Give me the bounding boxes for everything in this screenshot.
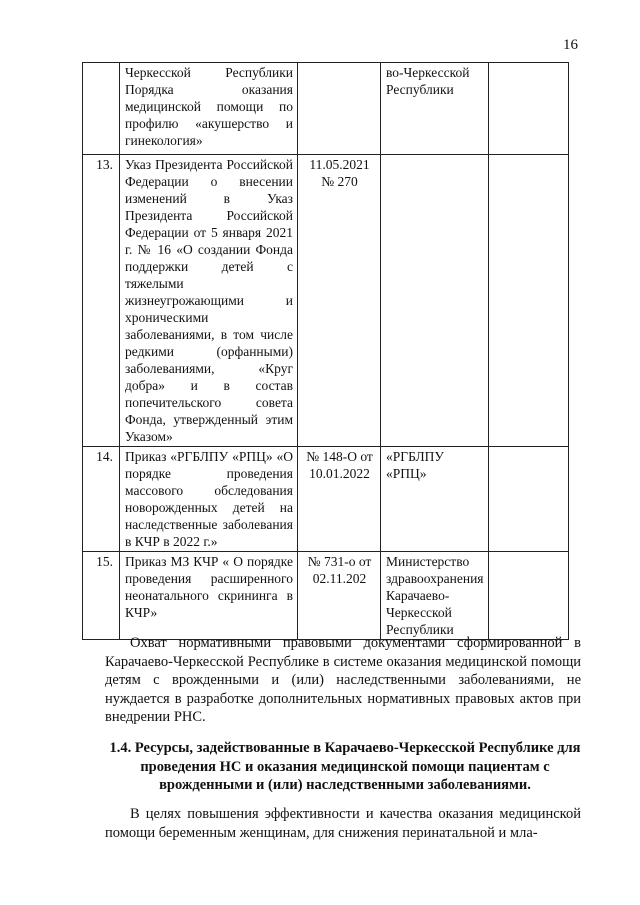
regulatory-documents-table [82,62,569,640]
table-row [83,63,569,155]
responsible-org [381,155,489,447]
document-date: № 731-о от 02.11.202 [298,552,381,640]
responsible-org: «РГБЛПУ «РПЦ» [381,447,489,552]
row-number: 14. [83,447,120,552]
document-date: 11.05.2021 № 270 [298,155,381,447]
section-heading: 1.4. Ресурсы, задействованные в Карачаево-Черкесской Республике для проведения НС и оказания медицинской помощи пациентам с врожденными и (или) наследственными заболеваниями. [109,740,581,793]
table-row [83,552,569,640]
document-date [298,63,381,155]
empty-cell [488,155,568,447]
resources-paragraph [105,805,581,842]
document-title: Указ Президента Российской Федерации о внесении изменений в Указ Президента Российской Федерации от 5 января 2021 г. № 16 «О создании Фонда поддержки детей с тяжелыми жизнеугрожающими и хроническими заболеваниями, в том числе редкими (орфанными) заболеваниями, «Круг добра» и в состав попечительского совета Фонда, утвержденный этим Указом» [120,155,298,447]
empty-cell [488,447,568,552]
responsible-org: Министерство здравоохранения Карачаево-Черкесской Республики [381,552,489,640]
table-row [83,155,569,447]
coverage-paragraph-text: Охват нормативными правовыми документами сформированной в Карачаево-Черкесской Республике в системе оказания медицинской помощи детям с врожденными и (или) наследственными заболеваниями, не нуждается в разработке дополнительных нормативных правовых актов при внедрении РНС. [105,635,581,725]
table-row [83,447,569,552]
row-number [83,63,120,155]
document-title: Приказ МЗ КЧР « О порядке проведения расширенного неонатального скрининга в КЧР» [120,552,298,640]
page-number: 16 [563,37,578,53]
coverage-paragraph [105,634,581,727]
document-title: Черкесской Республики Порядка оказания медицинской помощи по профилю «акушерство и гинекология» [120,63,298,155]
row-number: 15. [83,552,120,640]
row-number: 13. [83,155,120,447]
resources-paragraph-text: В целях повышения эффективности и качества оказания медицинской помощи беременным женщинам, для снижения перинатальной и мла- [105,806,581,841]
responsible-org: во-Черкесской Республики [381,63,489,155]
empty-cell [488,63,568,155]
document-date: № 148-О от 10.01.2022 [298,447,381,552]
document-title: Приказ «РГБЛПУ «РПЦ» «О порядке проведения массового обследования новорожденных детей на наследственные заболевания в КЧР в 2022 г.» [120,447,298,552]
empty-cell [488,552,568,640]
